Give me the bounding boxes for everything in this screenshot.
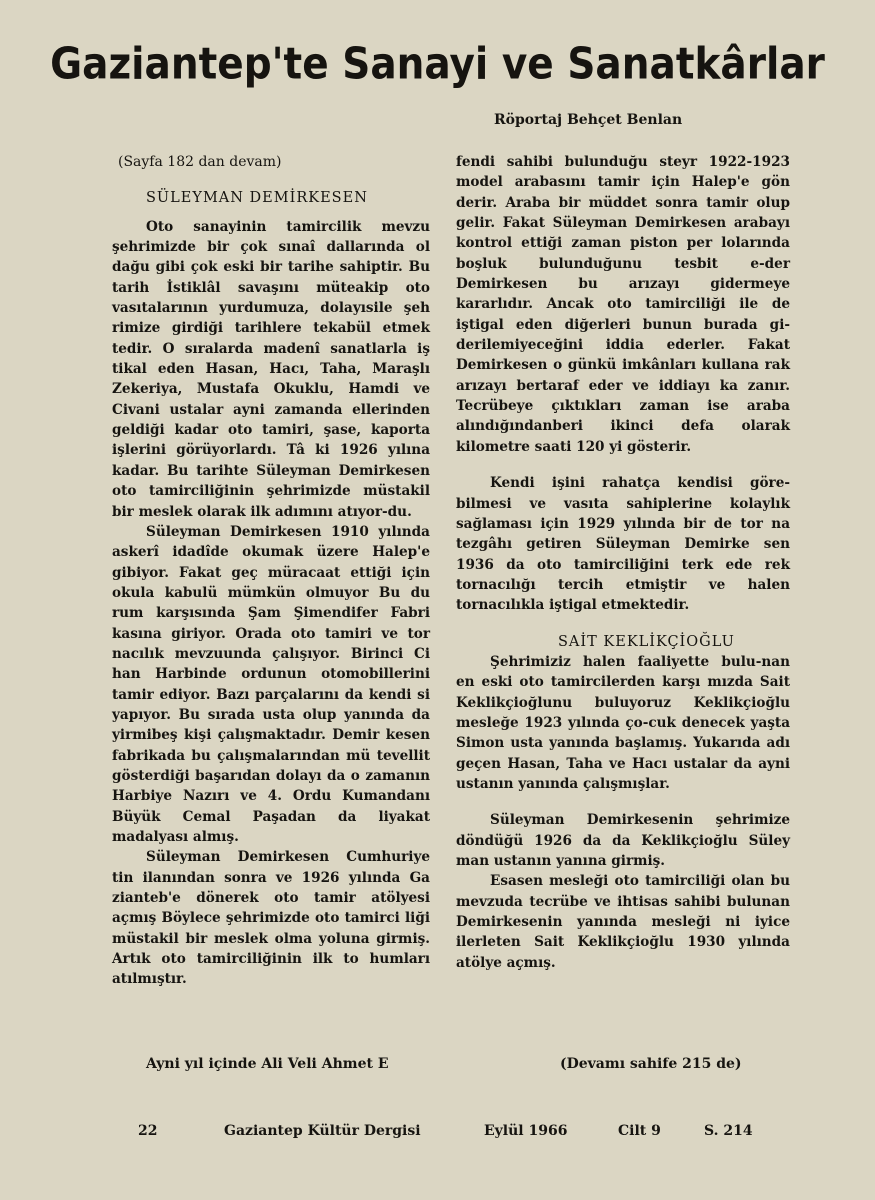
article-title: Gaziantep'te Sanayi ve Sanatkârlar <box>50 39 825 90</box>
byline: Röportaj Behçet Benlan <box>494 112 683 128</box>
paragraph: Kendi işini rahatça kendisi göre-bilmesi ve vasıta sahiplerine kolaylık sağlaması için 1929 yılında bir de tor na tezgâhı getiren Süleyman Demirke sen 1936 da oto tamirciliğini terk ede rek tornacılığı tercih etmiştir ve halen tornacılıkla iştigal etmektedir. <box>456 475 790 614</box>
paragraph: Süleyman Demirkesen 1910 yılında askerî idadîde okumak üzere Halep'e gibiyor. Fakat geç müracaat ettiği için okula kabulü mümkün olmuyor Bu du rum karşısında Şam Şimendifer Fabri kasına giriyor. Orada oto tamiri ve tor nacılık mevzuunda çalışıyor. Birinci Ci han Harbinde ordunun otomobillerini tamir ediyor. Bazı parçalarını da kendi si yapıyor. Bu sırada usta olup yanında da yirmibeş kişi çalışmaktadır. Demir kesen fabrikada bu çalışmalarından mü tevellit gösterdiği başarıdan dolayı da o zamanın Harbiye Nazırı ve 4. Ordu Kumandanı Büyük Cemal Paşadan da liyakat madalyası almış. <box>112 523 430 845</box>
volume-number: Cilt 9 <box>618 1123 661 1139</box>
right-column <box>456 152 790 973</box>
paragraph: Şehrimiziz halen faaliyette bulu-nan en eski oto tamircilerden karşı mızda Sait Keklikçioğlunu buluyoruz Keklikçioğlu mesleğe 1923 yılında ço-cuk denecek yaşta Simon usta yanında başlamış. Yukarıda adı geçen Hasan, Taha ve Hacı ustalar da ayni ustanın yanında çalışmışlar. <box>456 653 790 792</box>
continued-from-note: (Sayfa 182 dan devam) <box>118 154 282 170</box>
paragraph: Süleyman Demirkesenin şehrimize döndüğü 1926 da da Keklikçioğlu Süley man ustanın yanına girmiş. <box>456 812 790 869</box>
continued-note: (Devamı sahife 215 de) <box>560 1056 742 1072</box>
section-heading-keklikcioglu: SAİT KEKLİKÇİOĞLU <box>558 633 735 650</box>
issue-date: Eylül 1966 <box>484 1123 568 1139</box>
paragraph: Süleyman Demirkesen Cumhuriye tin ilanından sonra ve 1926 yılında Ga zianteb'e dönerek oto tamir atölyesi açmış Böylece şehrimizde oto tamirci liği müstakil bir meslek olma yoluna girmiş. Artık oto tamirciliğinin ilk to humları atılmıştır. <box>112 849 430 988</box>
journal-name: Gaziantep Kültür Dergisi <box>224 1123 421 1139</box>
left-column <box>112 152 430 990</box>
section-heading-demirkesen: SÜLEYMAN DEMİRKESEN <box>146 190 368 207</box>
left-column-continuation: Ayni yıl içinde Ali Veli Ahmet E <box>146 1056 389 1072</box>
page-number: 22 <box>138 1123 158 1139</box>
paragraph: Oto sanayinin tamircilik mevzu şehrimizde bir çok sınaî dallarında ol dağu gibi çok eski bir tarihe sahiptir. Bu tarih İstiklâl savaşını müteakip oto vasıtalarının yurdumuza, dolayısile şeh rimize girdiği tarihlere tekabül etmek tedir. O sıralarda madenî sanatlarla iş tikal eden Hasan, Hacı, Taha, Maraşlı Zekeriya, Mustafa Okuklu, Hamdi ve Civani ustalar ayni zamanda ellerinden geldiği kadar oto tamiri, şase, kaporta işlerini görüyorlardı. Tâ ki 1926 yılına kadar. Bu tarihte Süleyman Demirkesen oto tamirciliğinin şehrimizde müstakil bir meslek olarak ilk adımını atıyor-du. <box>112 218 430 520</box>
paragraph: fendi sahibi bulunduğu steyr 1922-1923 model arabasını tamir için Halep'e gön derir. Araba bir müddet sonra tamir olup gelir. Fakat Süleyman Demirkesen arabayı kontrol ettiği zaman piston per lolarında boşluk bulunduğunu tesbit e-der Demirkesen bu arızayı gidermeye kararlıdır. Ancak oto tamirciliği ile de iştigal eden diğerleri bunun burada gi-derilemiyeceğini iddia ederler. Fakat Demirkesen o günkü imkânları kullana rak arızayı bertaraf eder ve iddiayı ka zanır. Tecrübeye çıktıkları zaman ise araba alındığındanberi ikinci defa olarak kilometre saati 120 yi gösterir. <box>456 154 790 455</box>
paragraph: Esasen mesleği oto tamirciliği olan bu mevzuda tecrübe ve ihtisas sahibi bulunan Demirkesenin yanında mesleği ni iyice ilerleten Sait Keklikçioğlu 1930 yılında atölye açmış. <box>456 873 790 971</box>
issue-number: S. 214 <box>704 1123 753 1139</box>
